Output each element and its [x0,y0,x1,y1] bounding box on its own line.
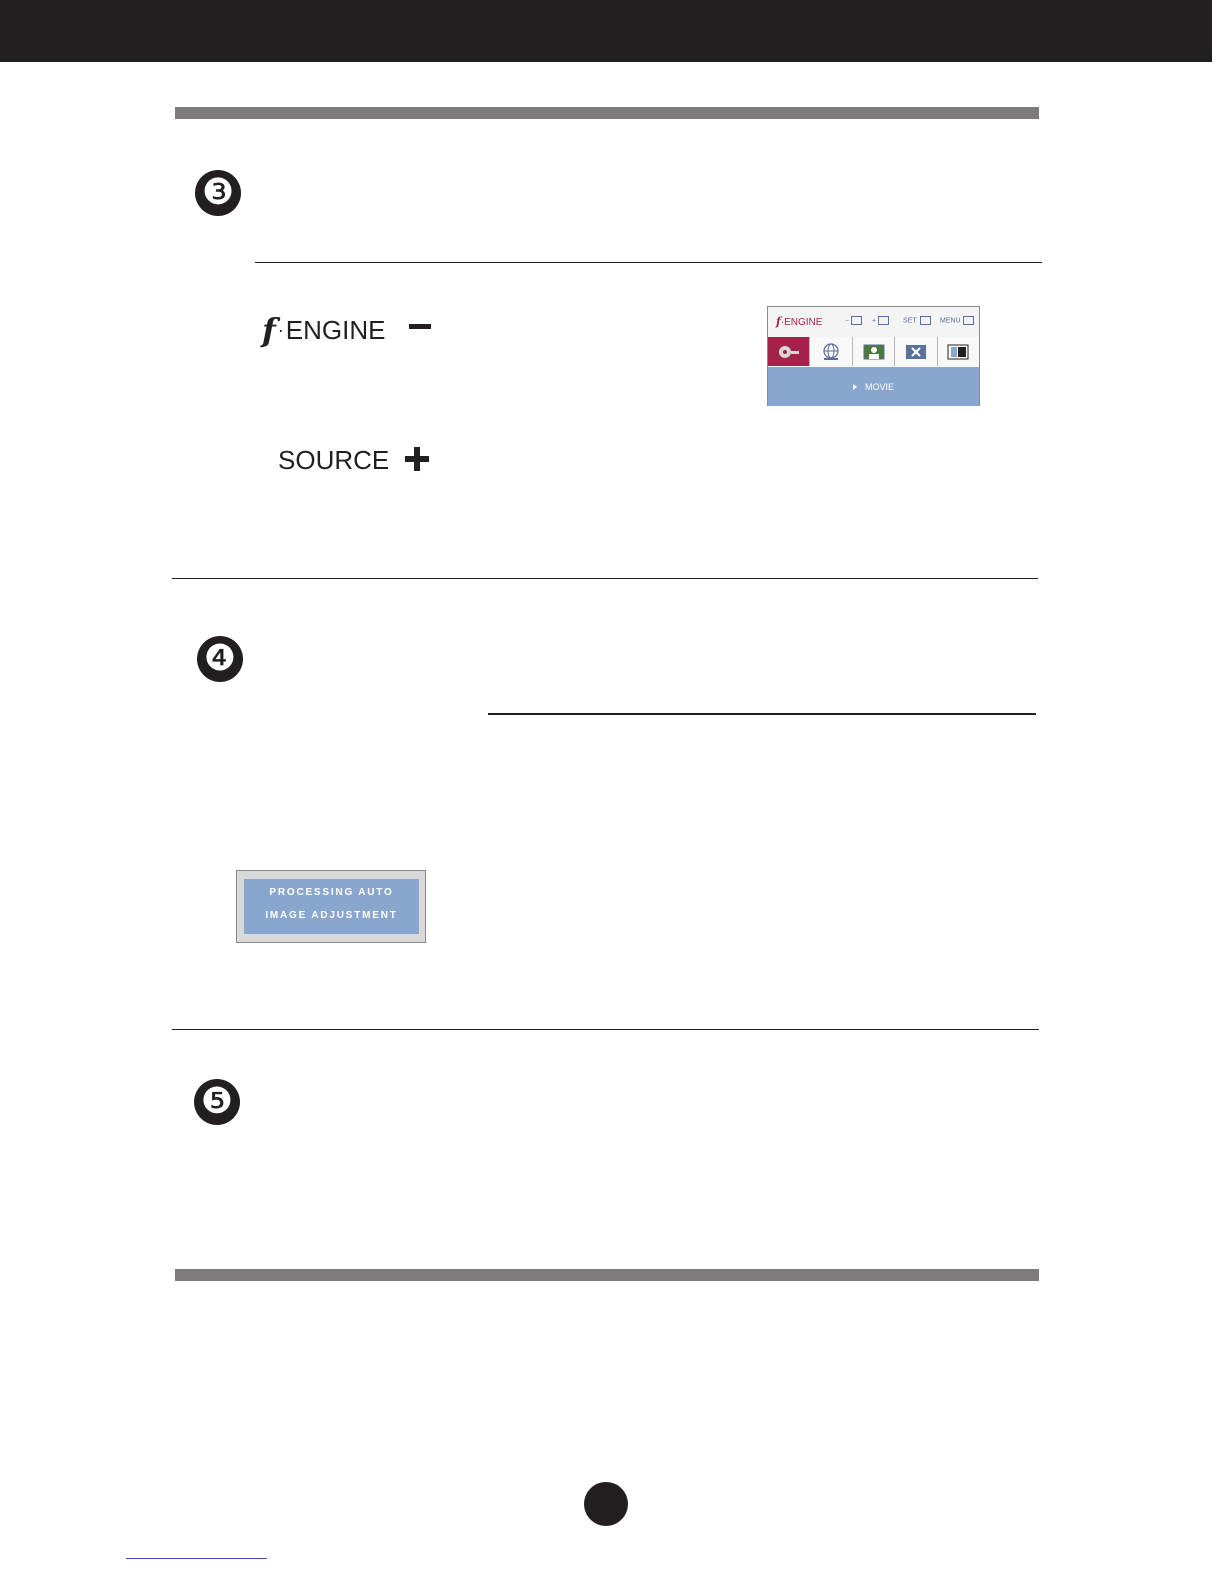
section-divider-1 [172,578,1038,579]
processing-line-2: IMAGE ADJUSTMENT [265,910,398,921]
processing-osd [236,870,426,943]
osd-title [776,315,822,328]
source-button-label: SOURCE [278,444,390,475]
plus-icon [405,447,429,471]
header-banner [0,0,1212,62]
page-number-badge [584,1482,628,1526]
step-3-marker: ❸ [195,170,241,216]
osd-set-key-icon [920,316,931,325]
section-divider-2 [172,1029,1039,1030]
osd-minus-key-icon [851,316,862,325]
osd-menu-key [940,316,974,325]
osd-mode-icons [768,337,979,366]
osd-plus-key [872,316,889,325]
osd-menu-label: MENU [940,317,961,325]
fengine-button-label [262,310,385,350]
play-arrow-icon [853,384,857,390]
footer-link-underline[interactable] [126,1558,267,1559]
step-5-marker: ❺ [194,1079,240,1125]
movie-mode-icon [768,337,810,366]
osd-title-f-logo: f [776,315,781,328]
processing-line-1: PROCESSING AUTO [269,887,394,898]
f-logo-dot: · [277,319,284,340]
internet-mode-icon [810,337,852,366]
osd-selected-mode [768,367,979,406]
processing-osd-panel [244,879,419,934]
osd-set-key [903,316,931,325]
osd-set-label: SET [903,317,917,325]
osd-minus-key [845,316,862,325]
osd-minus-symbol: − [845,317,850,325]
fengine-osd-menu [767,306,980,406]
minus-icon [409,324,431,329]
photo-mode-icon [853,337,895,366]
step-4-divider [488,713,1036,715]
step-3-divider [255,262,1042,263]
osd-header [768,307,979,338]
normal-mode-icon [895,337,937,366]
step-4-marker: ❹ [197,636,243,682]
fengine-label-text: ENGINE [285,314,386,345]
f-logo: f [262,311,276,349]
section-bottom-bar [175,1269,1039,1281]
osd-plus-symbol: + [872,317,877,325]
section-top-bar [175,107,1039,119]
osd-plus-key-icon [878,316,889,325]
user-mode-icon [938,337,979,366]
osd-title-text: ·ENGINE [780,317,823,328]
osd-menu-key-icon [963,316,974,325]
selected-mode-label: MOVIE [864,381,894,392]
